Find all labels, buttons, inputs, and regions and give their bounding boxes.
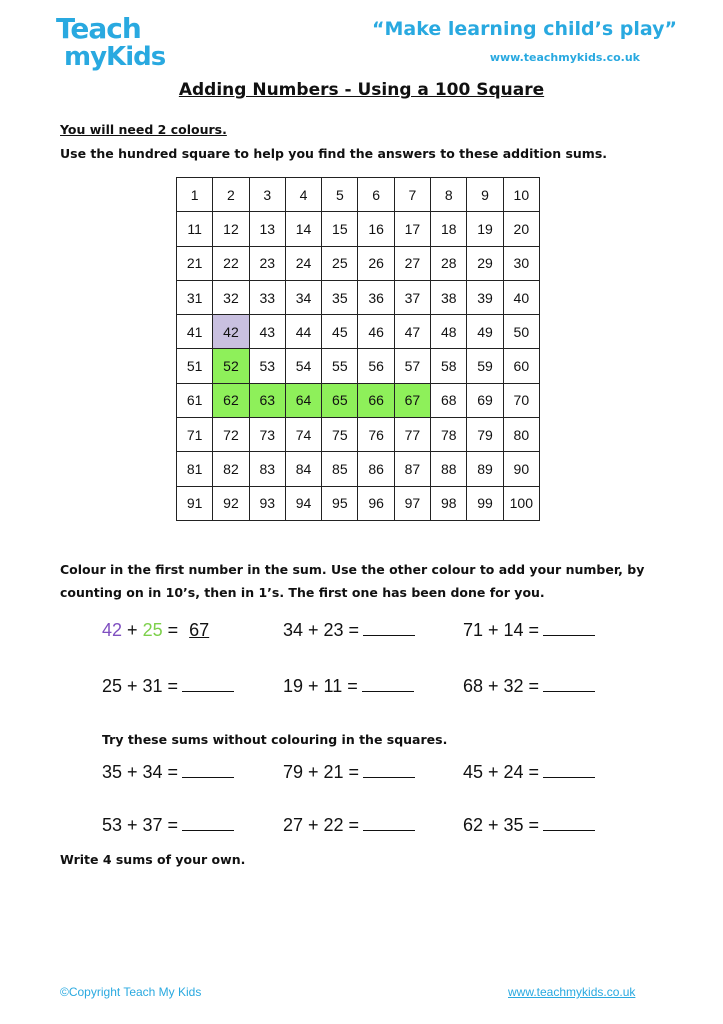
hundred-square-cell[interactable]: 65 xyxy=(322,383,358,417)
hundred-square-cell[interactable]: 74 xyxy=(285,418,321,452)
sum-expression: 27 + 22 = xyxy=(283,815,360,835)
hundred-square-row xyxy=(177,246,540,280)
hundred-square-cell[interactable]: 88 xyxy=(431,452,467,486)
hundred-square-cell[interactable]: 31 xyxy=(177,280,213,314)
hundred-square-cell[interactable]: 79 xyxy=(467,418,503,452)
example-second-number: 25 xyxy=(142,620,163,640)
answer-blank[interactable] xyxy=(543,677,595,692)
hundred-square-cell[interactable]: 2 xyxy=(213,178,249,212)
hundred-square-cell[interactable]: 21 xyxy=(177,246,213,280)
hundred-square-cell[interactable]: 56 xyxy=(358,349,394,383)
hundred-square-cell[interactable]: 47 xyxy=(394,315,430,349)
hundred-square-cell[interactable]: 91 xyxy=(177,486,213,520)
hundred-square-cell[interactable]: 54 xyxy=(285,349,321,383)
hundred-square-cell[interactable]: 48 xyxy=(431,315,467,349)
hundred-square-cell[interactable]: 10 xyxy=(503,178,539,212)
hundred-square-cell[interactable]: 87 xyxy=(394,452,430,486)
hundred-square-cell[interactable]: 19 xyxy=(467,212,503,246)
hundred-square-cell[interactable]: 90 xyxy=(503,452,539,486)
answer-blank[interactable] xyxy=(543,621,595,636)
hundred-square-cell[interactable]: 28 xyxy=(431,246,467,280)
hundred-square-cell[interactable]: 82 xyxy=(213,452,249,486)
teach-my-kids-logo xyxy=(56,14,166,76)
hundred-square-cell[interactable]: 9 xyxy=(467,178,503,212)
instruction-use-square: Use the hundred square to help you find the answers to these addition sums. xyxy=(60,146,608,161)
page-title: Adding Numbers - Using a 100 Square xyxy=(178,80,545,100)
hundred-square-row xyxy=(177,383,540,417)
hundred-square-row xyxy=(177,349,540,383)
hundred-square-cell[interactable]: 40 xyxy=(503,280,539,314)
example-answer: 67 xyxy=(189,620,210,640)
hundred-square-row xyxy=(177,178,540,212)
hundred-square-cell[interactable]: 60 xyxy=(503,349,539,383)
hundred-square-cell[interactable]: 97 xyxy=(394,486,430,520)
sum-expression: 34 + 23 = xyxy=(283,620,360,640)
hundred-square-cell[interactable]: 42 xyxy=(213,315,249,349)
sum-expression: 35 + 34 = xyxy=(102,762,179,782)
answer-blank[interactable] xyxy=(182,763,234,778)
hundred-square-row xyxy=(177,315,540,349)
logo-line-1: Teach xyxy=(56,12,141,45)
hundred-square-cell[interactable]: 83 xyxy=(249,452,285,486)
sum-item xyxy=(463,762,595,783)
sum-item xyxy=(463,676,595,697)
sum-item xyxy=(283,762,415,783)
hundred-square-cell[interactable]: 8 xyxy=(431,178,467,212)
hundred-square-cell[interactable]: 55 xyxy=(322,349,358,383)
sum-item xyxy=(283,620,415,641)
answer-blank[interactable] xyxy=(543,763,595,778)
sum-item xyxy=(102,815,234,836)
hundred-square-cell[interactable]: 95 xyxy=(322,486,358,520)
hundred-square-cell[interactable]: 52 xyxy=(213,349,249,383)
hundred-square-cell[interactable]: 3 xyxy=(249,178,285,212)
hundred-square-cell[interactable]: 72 xyxy=(213,418,249,452)
hundred-square-cell[interactable]: 34 xyxy=(285,280,321,314)
hundred-square-cell[interactable]: 96 xyxy=(358,486,394,520)
example-first-number: 42 xyxy=(102,620,123,640)
sum-expression: 53 + 37 = xyxy=(102,815,179,835)
hundred-square-cell[interactable]: 41 xyxy=(177,315,213,349)
sum-expression: 68 + 32 = xyxy=(463,676,540,696)
hundred-square-cell[interactable]: 67 xyxy=(394,383,430,417)
hundred-square-cell[interactable]: 59 xyxy=(467,349,503,383)
hundred-square-cell[interactable]: 17 xyxy=(394,212,430,246)
hundred-square-row xyxy=(177,212,540,246)
hundred-square-cell[interactable]: 81 xyxy=(177,452,213,486)
hundred-square-cell[interactable]: 57 xyxy=(394,349,430,383)
hundred-square-cell[interactable]: 61 xyxy=(177,383,213,417)
hundred-square-cell[interactable]: 100 xyxy=(503,486,539,520)
hundred-square-cell[interactable]: 11 xyxy=(177,212,213,246)
hundred-square-cell[interactable]: 86 xyxy=(358,452,394,486)
instruction-need-colours: You will need 2 colours. xyxy=(60,122,227,137)
hundred-square-cell[interactable]: 62 xyxy=(213,383,249,417)
colour-instructions: Colour in the first number in the sum. Use the other colour to add your number, by counting on in 10’s, then in 1’s. The first one has been done for you. xyxy=(60,562,645,600)
hundred-square-cell[interactable]: 39 xyxy=(467,280,503,314)
hundred-square-cell[interactable]: 27 xyxy=(394,246,430,280)
hundred-square-cell[interactable]: 44 xyxy=(285,315,321,349)
hundred-square-cell[interactable]: 6 xyxy=(358,178,394,212)
hundred-square-cell[interactable]: 93 xyxy=(249,486,285,520)
hundred-square-cell[interactable]: 45 xyxy=(322,315,358,349)
hundred-square xyxy=(176,177,540,521)
sum-expression: 19 + 11 = xyxy=(283,676,358,696)
hundred-square-cell[interactable]: 84 xyxy=(285,452,321,486)
hundred-square-cell[interactable]: 16 xyxy=(358,212,394,246)
sum-item xyxy=(283,676,414,697)
example-sum xyxy=(102,620,209,641)
hundred-square-cell[interactable]: 7 xyxy=(394,178,430,212)
hundred-square-cell[interactable]: 14 xyxy=(285,212,321,246)
hundred-square-cell[interactable]: 99 xyxy=(467,486,503,520)
hundred-square-cell[interactable]: 36 xyxy=(358,280,394,314)
answer-blank[interactable] xyxy=(363,763,415,778)
hundred-square-cell[interactable]: 63 xyxy=(249,383,285,417)
answer-blank[interactable] xyxy=(362,677,414,692)
sum-item xyxy=(102,676,234,697)
sum-item xyxy=(463,815,595,836)
example-plus: + xyxy=(127,620,138,640)
hundred-square-row xyxy=(177,486,540,520)
hundred-square-cell[interactable]: 76 xyxy=(358,418,394,452)
hundred-square-cell[interactable]: 70 xyxy=(503,383,539,417)
hundred-square-cell[interactable]: 35 xyxy=(322,280,358,314)
sum-expression: 71 + 14 = xyxy=(463,620,540,640)
try-without-colouring: Try these sums without colouring in the squares. xyxy=(102,732,448,747)
hundred-square-cell[interactable]: 53 xyxy=(249,349,285,383)
hundred-square-cell[interactable]: 13 xyxy=(249,212,285,246)
hundred-square-cell[interactable]: 49 xyxy=(467,315,503,349)
hundred-square-cell[interactable]: 77 xyxy=(394,418,430,452)
hundred-square-cell[interactable]: 75 xyxy=(322,418,358,452)
hundred-square-cell[interactable]: 33 xyxy=(249,280,285,314)
hundred-square-cell[interactable]: 32 xyxy=(213,280,249,314)
hundred-square-cell[interactable]: 50 xyxy=(503,315,539,349)
hundred-square-cell[interactable]: 69 xyxy=(467,383,503,417)
hundred-square-cell[interactable]: 51 xyxy=(177,349,213,383)
hundred-square-cell[interactable]: 68 xyxy=(431,383,467,417)
hundred-square-cell[interactable]: 26 xyxy=(358,246,394,280)
answer-blank[interactable] xyxy=(543,816,595,831)
hundred-square-cell[interactable]: 5 xyxy=(322,178,358,212)
hundred-square-cell[interactable]: 29 xyxy=(467,246,503,280)
answer-blank[interactable] xyxy=(363,816,415,831)
hundred-square-cell[interactable]: 22 xyxy=(213,246,249,280)
hundred-square-cell[interactable]: 73 xyxy=(249,418,285,452)
answer-blank[interactable] xyxy=(182,677,234,692)
hundred-square-cell[interactable]: 94 xyxy=(285,486,321,520)
write-own-sums: Write 4 sums of your own. xyxy=(60,852,246,867)
header-website: www.teachmykids.co.uk xyxy=(489,51,640,64)
hundred-square-cell[interactable]: 46 xyxy=(358,315,394,349)
hundred-square-cell[interactable]: 20 xyxy=(503,212,539,246)
hundred-square-cell[interactable]: 4 xyxy=(285,178,321,212)
hundred-square-cell[interactable]: 15 xyxy=(322,212,358,246)
answer-blank[interactable] xyxy=(363,621,415,636)
hundred-square-cell[interactable]: 78 xyxy=(431,418,467,452)
hundred-square-cell[interactable]: 89 xyxy=(467,452,503,486)
sum-expression: 25 + 31 = xyxy=(102,676,179,696)
hundred-square-cell[interactable]: 1 xyxy=(177,178,213,212)
hundred-square-cell[interactable]: 64 xyxy=(285,383,321,417)
sum-item xyxy=(102,762,234,783)
hundred-square-cell[interactable]: 24 xyxy=(285,246,321,280)
hundred-square-cell[interactable]: 43 xyxy=(249,315,285,349)
hundred-square-cell[interactable]: 66 xyxy=(358,383,394,417)
hundred-square-row xyxy=(177,418,540,452)
example-equals: = xyxy=(167,620,179,640)
hundred-square-cell[interactable]: 98 xyxy=(431,486,467,520)
hundred-square-cell[interactable]: 37 xyxy=(394,280,430,314)
footer-copyright: ©Copyright Teach My Kids xyxy=(60,985,202,999)
logo-line-2: myKids xyxy=(64,42,166,72)
footer-website-link[interactable]: www.teachmykids.co.uk xyxy=(508,985,636,999)
hundred-square-cell[interactable]: 58 xyxy=(431,349,467,383)
sum-expression: 79 + 21 = xyxy=(283,762,360,782)
hundred-square-cell[interactable]: 23 xyxy=(249,246,285,280)
hundred-square-cell[interactable]: 38 xyxy=(431,280,467,314)
hundred-square-cell[interactable]: 25 xyxy=(322,246,358,280)
hundred-square-cell[interactable]: 71 xyxy=(177,418,213,452)
answer-blank[interactable] xyxy=(182,816,234,831)
hundred-square-cell[interactable]: 18 xyxy=(431,212,467,246)
tagline: “Make learning child’s play” xyxy=(372,18,677,40)
sum-expression: 45 + 24 = xyxy=(463,762,540,782)
hundred-square-cell[interactable]: 30 xyxy=(503,246,539,280)
hundred-square-cell[interactable]: 85 xyxy=(322,452,358,486)
hundred-square-row xyxy=(177,452,540,486)
hundred-square-cell[interactable]: 12 xyxy=(213,212,249,246)
sum-item xyxy=(283,815,415,836)
hundred-square-row xyxy=(177,280,540,314)
hundred-square-cell[interactable]: 80 xyxy=(503,418,539,452)
hundred-square-cell[interactable]: 92 xyxy=(213,486,249,520)
sum-item xyxy=(463,620,595,641)
sum-expression: 62 + 35 = xyxy=(463,815,540,835)
